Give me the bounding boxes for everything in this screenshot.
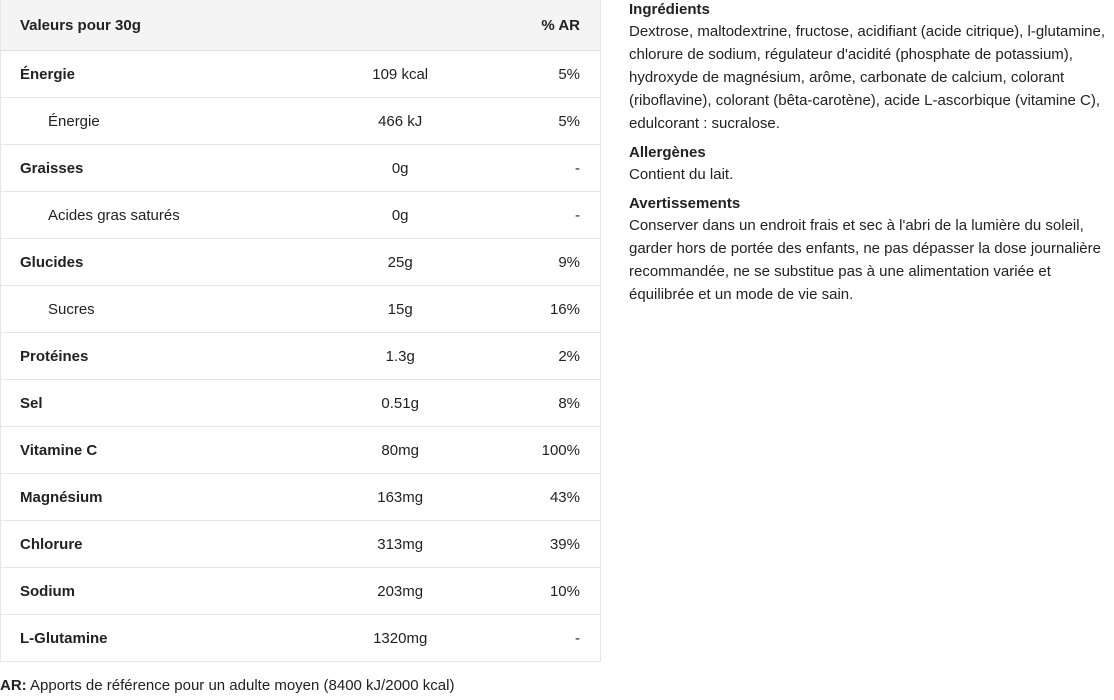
table-row [1, 192, 601, 239]
product-info-panel [629, 0, 1109, 314]
row-name: L-Glutamine [1, 615, 312, 662]
table-row [1, 145, 601, 192]
table-body [1, 51, 601, 662]
row-name: Énergie [1, 98, 312, 145]
row-ar: - [489, 145, 600, 192]
row-name: Sucres [1, 286, 312, 333]
row-value: 466 kJ [311, 98, 489, 145]
table-row [1, 521, 601, 568]
row-ar: 16% [489, 286, 600, 333]
row-ar: 43% [489, 474, 600, 521]
footnote-label: AR: [0, 677, 27, 694]
row-name: Vitamine C [1, 427, 312, 474]
row-value: 80mg [311, 427, 489, 474]
row-value: 25g [311, 239, 489, 286]
row-ar: - [489, 192, 600, 239]
footnote-text: Apports de référence pour un adulte moyen (8400 kJ/2000 kcal) [26, 677, 455, 694]
row-value: 109 kcal [311, 51, 489, 98]
table-row [1, 474, 601, 521]
table-row [1, 568, 601, 615]
row-name: Graisses [1, 145, 312, 192]
header-value [311, 0, 489, 51]
ingredients-heading: Ingrédients [629, 1, 710, 18]
table-row [1, 286, 601, 333]
row-name: Acides gras saturés [1, 192, 312, 239]
table-row [1, 239, 601, 286]
row-name: Chlorure [1, 521, 312, 568]
table-row [1, 333, 601, 380]
warnings-text: Conserver dans un endroit frais et sec à l'abri de la lumière du soleil, garder hors de portée des enfants, ne pas dépasser la dose journalière recommandée, ne se substitue pas à une alimentation variée et équilibrée et un mode de vie sain. [629, 217, 1101, 303]
row-ar: 5% [489, 51, 600, 98]
allergens-text: Contient du lait. [629, 166, 734, 183]
row-name: Protéines [1, 333, 312, 380]
header-ar: % AR [489, 0, 600, 51]
row-ar: 5% [489, 98, 600, 145]
reference-footnote [0, 677, 454, 694]
table-row [1, 98, 601, 145]
row-value: 15g [311, 286, 489, 333]
header-name: Valeurs pour 30g [1, 0, 312, 51]
row-value: 1320mg [311, 615, 489, 662]
row-value: 1.3g [311, 333, 489, 380]
row-ar: 10% [489, 568, 600, 615]
row-ar: 2% [489, 333, 600, 380]
row-name: Magnésium [1, 474, 312, 521]
row-value: 0.51g [311, 380, 489, 427]
row-ar: 8% [489, 380, 600, 427]
row-name: Glucides [1, 239, 312, 286]
row-ar: 9% [489, 239, 600, 286]
row-value: 0g [311, 145, 489, 192]
row-ar: 39% [489, 521, 600, 568]
warnings-heading: Avertissements [629, 195, 741, 212]
ingredients-text: Dextrose, maltodextrine, fructose, acidifiant (acide citrique), l-glutamine, chlorure de sodium, régulateur d'acidité (phosphate de potassium), hydroxyde de magnésium, arôme, carbonate de calcium, colorant (riboflavine), colorant (bêta-carotène), acide L-ascorbique (vitamine C), edulcorant : sucralose. [629, 23, 1106, 132]
table-row [1, 380, 601, 427]
allergens-heading: Allergènes [629, 144, 706, 161]
table-row [1, 615, 601, 662]
row-value: 313mg [311, 521, 489, 568]
row-name: Sel [1, 380, 312, 427]
row-name: Énergie [1, 51, 312, 98]
row-value: 203mg [311, 568, 489, 615]
row-name: Sodium [1, 568, 312, 615]
row-ar: 100% [489, 427, 600, 474]
table-row [1, 427, 601, 474]
table-header-row [1, 0, 601, 51]
row-value: 163mg [311, 474, 489, 521]
table-row [1, 51, 601, 98]
row-value: 0g [311, 192, 489, 239]
row-ar: - [489, 615, 600, 662]
